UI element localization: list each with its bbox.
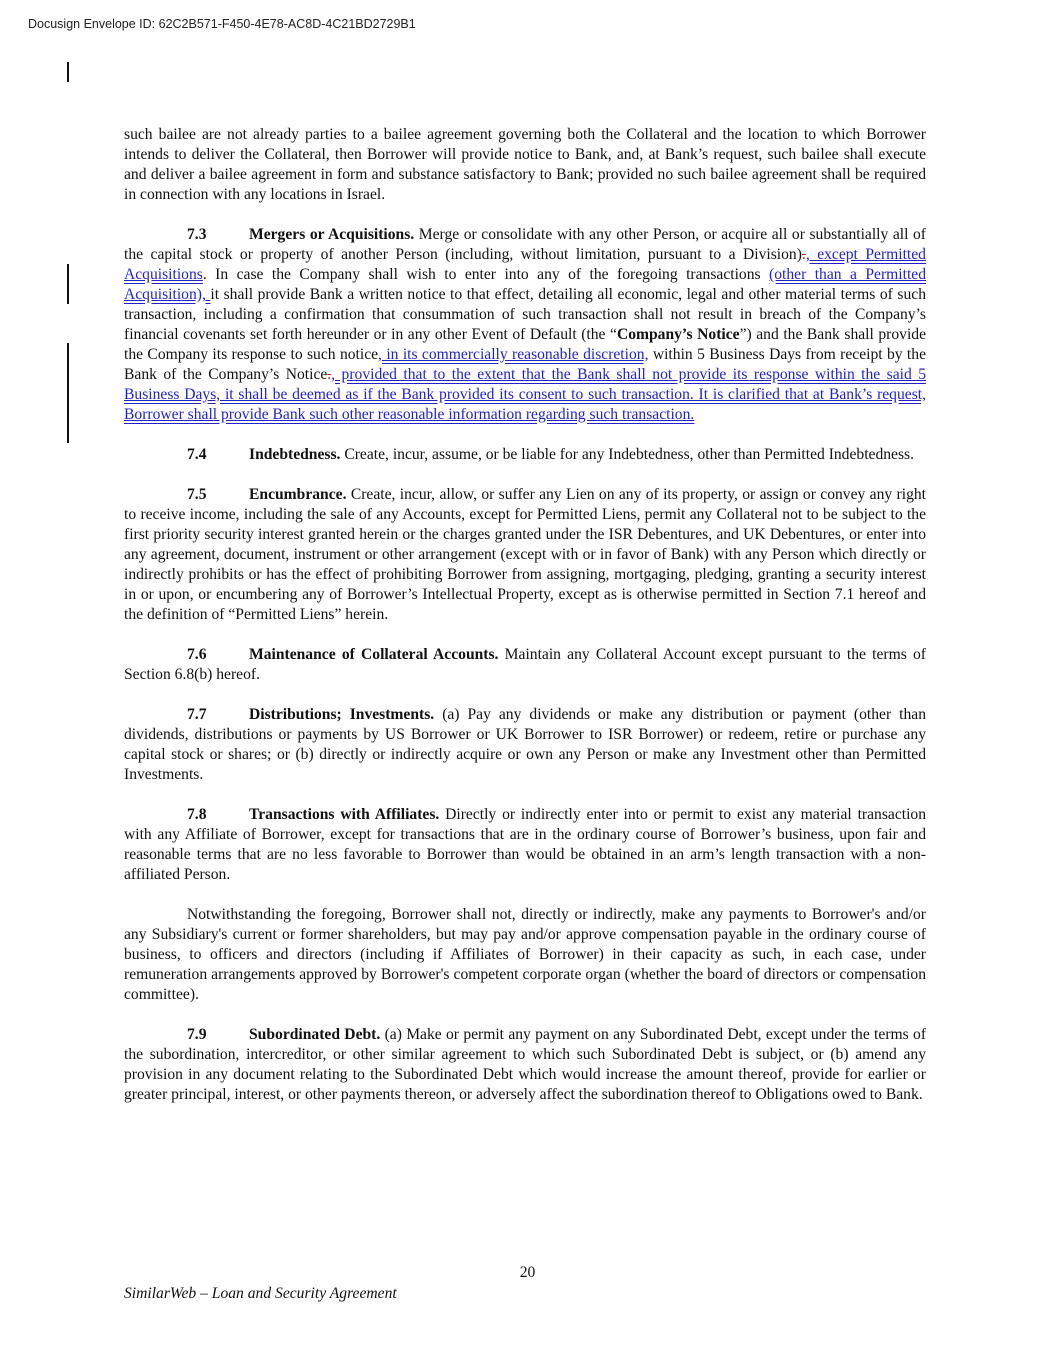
section-7-8 bbox=[124, 805, 926, 885]
section-text: (a) Pay any dividends or make any distribution or payment (other than dividends, distributions or payments by US Borrower or UK Borrower to ISR Borrower) or redeem, retire or purchase any capital stock or shares; or (b) directly or indirectly acquire or own any Person or make any Investment other than Permitted Investments. bbox=[124, 706, 926, 783]
section-number: 7.4 bbox=[187, 446, 207, 463]
section-text: Directly or indirectly enter into or permit to exist any material transaction with any Affiliate of Borrower, except for transactions that are in the ordinary course of Borrower’s business, upon fair and reasonable terms that are no less favorable to Borrower than would be obtained in an arm’s length transaction with a non-affiliated Person. bbox=[124, 806, 926, 883]
section-heading: Encumbrance. bbox=[249, 486, 347, 503]
section-number: 7.3 bbox=[187, 226, 207, 243]
change-bar bbox=[67, 62, 69, 82]
change-bar bbox=[67, 264, 69, 304]
section-text: . In case the Company shall wish to enter into any of the foregoing transactions bbox=[202, 266, 770, 283]
section-7-4 bbox=[124, 445, 926, 465]
section-text: (a) Make or permit any payment on any Subordinated Debt, except under the terms of the subordination, intercreditor, or other similar agreement to which such Subordinated Debt is subject, or (b) amend any provision in any document relating to the Subordinated Debt which would increase the amount thereof, provide for earlier or greater principal, interest, or other payments thereon, or adversely affect the subordination thereof to Obligations owed to Bank. bbox=[124, 1026, 927, 1103]
section-number: 7.6 bbox=[187, 646, 207, 663]
page-number: 20 bbox=[519, 1264, 536, 1281]
paragraph-bailee: such bailee are not already parties to a bailee agreement governing both the Collateral and the location to which Borrower intends to deliver the Collateral, then Borrower will provide notice to Bank, and, at Bank’s request, such bailee shall execute and deliver a bailee agreement in form and substance satisfactory to Bank; provided no such bailee agreement shall be required in connection with any locations in Israel. bbox=[124, 126, 926, 203]
inserted-text: , except Permitted Acquisitions bbox=[124, 246, 926, 283]
section-text: Create, incur, allow, or suffer any Lien on any of its property, or assign or convey any right to receive income, including the sale of any Accounts, except for Permitted Liens, permit any Collateral not to be subject to the first priority security interest granted herein or the charges granted under the ISR Debentures, and UK Debentures, or enter into any agreement, document, instrument or other arrangement (except with or in favor of Bank) with any Person which directly or indirectly prohibits or has the effect of prohibiting Borrower from assigning, mortgaging, pledging, granting a security interest in or upon, or encumbering any of Borrower’s Intellectual Property, except as is otherwise permitted in Section 7.1 hereof and the definition of “Permitted Liens” herein. bbox=[124, 486, 926, 623]
footer-title: SimilarWeb – Loan and Security Agreement bbox=[124, 1285, 397, 1302]
inserted-text: (other than a Permitted Acquisition), bbox=[124, 266, 926, 303]
section-text: Maintain any Collateral Account except pursuant to the terms of Section 6.8(b) hereof. bbox=[124, 646, 926, 683]
deleted-text: . bbox=[327, 366, 332, 383]
section-text: Create, incur, assume, or be liable for any Indebtedness, other than Permitted Indebtedness. bbox=[340, 446, 915, 463]
section-text: Merge or consolidate with any other Person, or acquire all or substantially all of the capital stock or property of another Person (including, without limitation, pursuant to a Division) bbox=[124, 226, 926, 263]
envelope-id: Docusign Envelope ID: 62C2B571-F450-4E78-AC8D-4C21BD2729B1 bbox=[28, 17, 416, 31]
document-body bbox=[124, 125, 926, 1125]
section-text: ”) and the Bank shall provide the Company its response to such notice bbox=[124, 326, 927, 363]
inserted-text: , in its commercially reasonable discretion, bbox=[378, 346, 649, 363]
section-number: 7.5 bbox=[187, 486, 207, 503]
section-heading: Mergers or Acquisitions. bbox=[249, 226, 415, 243]
section-heading: Transactions with Affiliates. bbox=[249, 806, 440, 823]
paragraph-notwithstanding: Notwithstanding the foregoing, Borrower shall not, directly or indirectly, make any payments to Borrower's and/or any Subsidiary's current or former shareholders, but may pay and/or approve compensation payable in the ordinary course of business, to officers and directors (including if Affiliates of Borrower) in their capacity as such, in each case, under remuneration arrangements approved by Borrower's competent corporate organ (whether the board of directors or compensation committee). bbox=[124, 906, 926, 1003]
inserted-text: , provided that to the extent that the Bank shall not provide its response within the said 5 Business Days, it shall be deemed as if the Bank provided its consent to such transaction. It is clarified that at Bank’s request, Borrower shall provide Bank such other reasonable information regarding such transaction. bbox=[124, 366, 927, 423]
section-number: 7.9 bbox=[187, 1026, 207, 1043]
section-text: it shall provide Bank a written notice to that effect, detailing all economic, legal and other material terms of such transaction, including a confirmation that consummation of such transaction shall not result in breach of the Company’s financial covenants set forth hereunder or in any other Event of Default (the “ bbox=[124, 286, 926, 343]
section-7-7 bbox=[124, 705, 926, 785]
section-number: 7.7 bbox=[187, 706, 207, 723]
defined-term: Company’s Notice bbox=[616, 326, 740, 343]
section-text: within 5 Business Days from receipt by the Bank of the Company’s Notice bbox=[124, 346, 926, 383]
change-bar bbox=[67, 343, 69, 443]
section-7-5 bbox=[124, 485, 926, 625]
section-heading: Indebtedness. bbox=[249, 446, 341, 463]
section-7-6 bbox=[124, 645, 926, 685]
section-heading: Distributions; Investments. bbox=[249, 706, 435, 723]
section-7-3 bbox=[124, 225, 926, 425]
section-heading: Maintenance of Collateral Accounts. bbox=[249, 646, 499, 663]
section-number: 7.8 bbox=[187, 806, 207, 823]
section-heading: Subordinated Debt. bbox=[249, 1026, 381, 1043]
deleted-text: . bbox=[801, 246, 806, 263]
section-7-9 bbox=[124, 1025, 926, 1105]
